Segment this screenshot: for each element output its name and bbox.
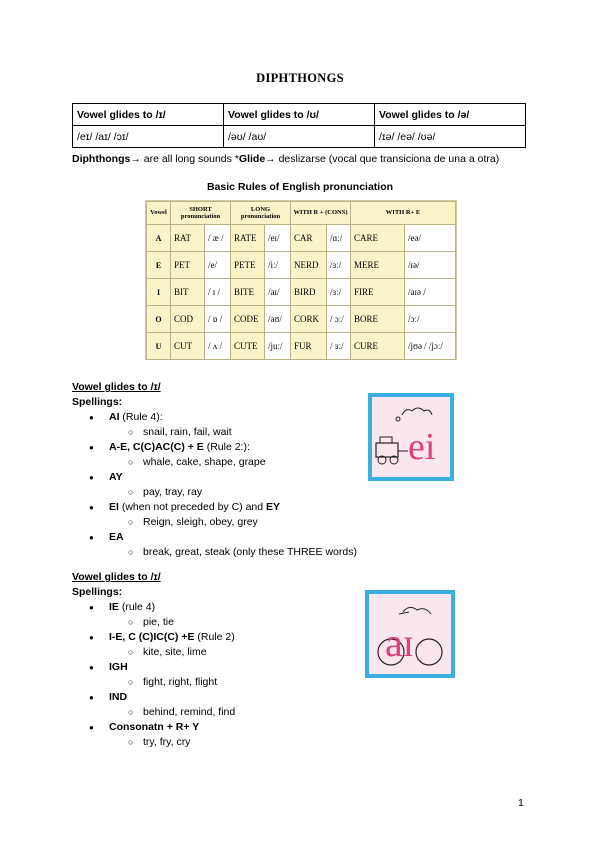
rules-cell-long: CUTE — [231, 333, 265, 360]
table-cell: /əʊ/ /aʊ/ — [224, 126, 375, 148]
picture-label: ei — [408, 426, 436, 468]
bicycle-ai-picture — [365, 590, 455, 678]
rules-cell-short: CUT — [171, 333, 205, 360]
list-item: ● IE (rule 4) — [72, 600, 235, 615]
list-item: ● IND — [72, 690, 235, 705]
rules-cell-re-ipa: /eə/ — [405, 225, 456, 252]
rules-cell-short: PET — [171, 252, 205, 279]
rules-cell-re: FIRE — [351, 279, 405, 306]
spellings-label: Spellings: — [72, 396, 123, 408]
rules-cell-r-ipa: /ɜː/ — [327, 279, 351, 306]
rules-header: Vowel — [147, 202, 171, 225]
section-glides-ei — [72, 380, 357, 560]
example-item: ○ pie, tie — [72, 615, 235, 630]
rules-cell-long-ipa: /juː/ — [265, 333, 291, 360]
table-header: Vowel glides to /ɪ/ — [73, 104, 224, 126]
example-item: ○ pay, tray, ray — [72, 485, 357, 500]
rules-cell-re: CARE — [351, 225, 405, 252]
list-item: ● EI (when not preceded by C) and EY — [72, 500, 357, 515]
rules-cell-vowel: A — [147, 225, 171, 252]
list-item: ● A-E, C(C)AC(C) + E (Rule 2:): — [72, 440, 357, 455]
rules-cell-r-ipa: / ɔː/ — [327, 306, 351, 333]
rules-cell-r-ipa: / ɜː/ — [327, 333, 351, 360]
rules-cell-r-ipa: /ɑː/ — [327, 225, 351, 252]
rules-cell-vowel: U — [147, 333, 171, 360]
rules-cell-short-ipa: / æ / — [205, 225, 231, 252]
table-cell: /eɪ/ /aɪ/ /ɔɪ/ — [73, 126, 224, 148]
example-item: ○ behind, remind, find — [72, 705, 235, 720]
example-item: ○ fight, right, flight — [72, 675, 235, 690]
rules-cell-r: NERD — [291, 252, 327, 279]
section-glides-ai — [72, 570, 235, 750]
rules-cell-r-ipa: /ɜː/ — [327, 252, 351, 279]
rules-cell-re-ipa: /jʊə / /jɔː/ — [405, 333, 456, 360]
rules-cell-short-ipa: / ɪ / — [205, 279, 231, 306]
rules-cell-r: FUR — [291, 333, 327, 360]
rules-cell-long: BITE — [231, 279, 265, 306]
rules-cell-long: PETE — [231, 252, 265, 279]
rules-row — [147, 279, 456, 306]
rules-cell-long-ipa: /aɪ/ — [265, 279, 291, 306]
section-heading: Vowel glides to /ɪ/ — [72, 571, 161, 583]
rules-cell-re: CURE — [351, 333, 405, 360]
rules-header: WITH R+ E — [351, 202, 456, 225]
rules-cell-short: BIT — [171, 279, 205, 306]
rules-cell-short-ipa: / ɒ / — [205, 306, 231, 333]
rules-cell-long: CODE — [231, 306, 265, 333]
example-item: ○ Reign, sleigh, obey, grey — [72, 515, 357, 530]
example-item: ○ kite, site, lime — [72, 645, 235, 660]
rules-cell-re-ipa: /ɔː/ — [405, 306, 456, 333]
rules-cell-long-ipa: /əʊ/ — [265, 306, 291, 333]
rules-cell-short-ipa: / ʌ / — [205, 333, 231, 360]
rules-header: LONG pronunciation — [231, 202, 291, 225]
rules-cell-long-ipa: /iː/ — [265, 252, 291, 279]
rules-cell-vowel: I — [147, 279, 171, 306]
spellings-label: Spellings: — [72, 586, 123, 598]
example-item: ○ snail, rain, fail, wait — [72, 425, 357, 440]
list-item: ● EA — [72, 530, 357, 545]
rules-cell-re: MERE — [351, 252, 405, 279]
rules-title: Basic Rules of English pronunciation — [206, 181, 394, 193]
list-item: ● Consonatn + R+ Y — [72, 720, 235, 735]
rules-row — [147, 225, 456, 252]
rules-cell-re-ipa: /aɪə / — [405, 279, 456, 306]
example-item: ○ break, great, steak (only these THREE words) — [72, 545, 357, 560]
diphthongs-term: Diphthongs — [72, 153, 131, 165]
rules-header: WITH R + (CONS) — [291, 202, 351, 225]
list-item: ● I-E, C (C)IC(C) +E (Rule 2) — [72, 630, 235, 645]
rules-cell-r: BIRD — [291, 279, 327, 306]
page-title: DIPHTHONGS — [256, 71, 344, 85]
rules-row — [147, 306, 456, 333]
rules-cell-short-ipa: /e/ — [205, 252, 231, 279]
list-item: ● IGH — [72, 660, 235, 675]
rules-cell-short: RAT — [171, 225, 205, 252]
rules-row — [147, 252, 456, 279]
glide-definition: → deslizarse (vocal que transiciona de una a otra) — [265, 153, 500, 165]
rules-header-row — [147, 202, 456, 225]
definitions — [72, 153, 499, 165]
rules-header: SHORT pronunciation — [171, 202, 231, 225]
section-heading: Vowel glides to /ɪ/ — [72, 381, 161, 393]
table-row — [73, 126, 526, 148]
rules-table-image — [145, 200, 457, 360]
rules-cell-re: BORE — [351, 306, 405, 333]
table-header: Vowel glides to /ə/ — [375, 104, 526, 126]
diphthong-table — [72, 103, 526, 148]
rules-cell-long-ipa: /eɪ/ — [265, 225, 291, 252]
bicycle-icon — [369, 594, 451, 674]
list-item: ● AY — [72, 470, 357, 485]
train-ei-picture — [368, 393, 454, 481]
rules-cell-vowel: O — [147, 306, 171, 333]
table-cell: /ɪə/ /eə/ /ʊə/ — [375, 126, 526, 148]
rules-cell-short: COD — [171, 306, 205, 333]
page-number: 1 — [518, 797, 524, 809]
rules-cell-r: CORK — [291, 306, 327, 333]
rules-cell-re-ipa: /ɪə/ — [405, 252, 456, 279]
example-item: ○ try, fry, cry — [72, 735, 235, 750]
rules-cell-r: CAR — [291, 225, 327, 252]
table-header: Vowel glides to /ʊ/ — [224, 104, 375, 126]
diphthongs-definition: → are all long sounds * — [130, 153, 239, 165]
train-icon — [372, 397, 450, 477]
table-row — [73, 104, 526, 126]
rules-cell-long: RATE — [231, 225, 265, 252]
glide-term: Glide — [238, 153, 266, 165]
example-item: ○ whale, cake, shape, grape — [72, 455, 357, 470]
rules-cell-vowel: E — [147, 252, 171, 279]
picture-label: aɪ — [385, 620, 414, 665]
list-item: ● AI (Rule 4): — [72, 410, 357, 425]
rules-row — [147, 333, 456, 360]
